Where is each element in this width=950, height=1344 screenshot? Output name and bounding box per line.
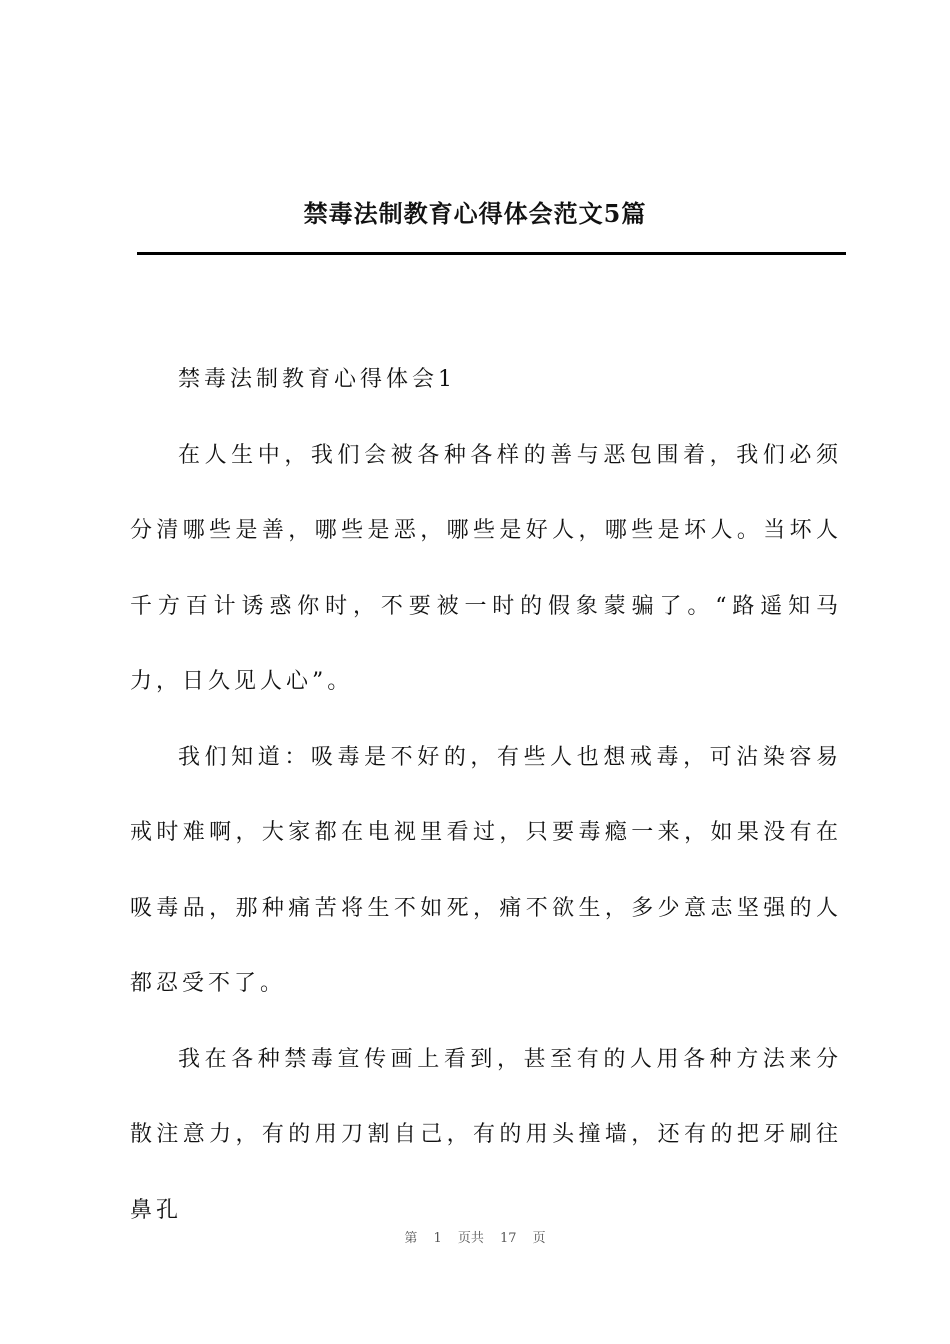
body-paragraph: 我们知道：吸毒是不好的，有些人也想戒毒，可沾染容易戒时难啊，大家都在电视里看过，只要毒瘾一来，如果没有在吸毒品，那种痛苦将生不如死，痛不欲生，多少意志坚强的人都忍受不了。 bbox=[130, 744, 842, 996]
page-number-label: 第 1 页共 17 页 bbox=[404, 1231, 546, 1246]
page-footer bbox=[0, 1229, 950, 1249]
section-heading: 禁毒法制教育心得体会1 bbox=[178, 367, 456, 392]
body-paragraph: 我在各种禁毒宣传画上看到，甚至有的人用各种方法来分散注意力，有的用刀割自己，有的用头撞墙，还有的把牙刷往鼻孔 bbox=[130, 1046, 842, 1223]
document-title: 禁毒法制教育心得体会范文5篇 bbox=[303, 199, 647, 228]
body-paragraph: 在人生中，我们会被各种各样的善与恶包围着，我们必须分清哪些是善，哪些是恶，哪些是好人，哪些是坏人。当坏人千方百计诱惑你时，不要被一时的假象蒙骗了。“路遥知马力，日久见人心”。 bbox=[130, 442, 842, 694]
document-body bbox=[130, 342, 842, 1248]
title-divider bbox=[137, 252, 846, 255]
